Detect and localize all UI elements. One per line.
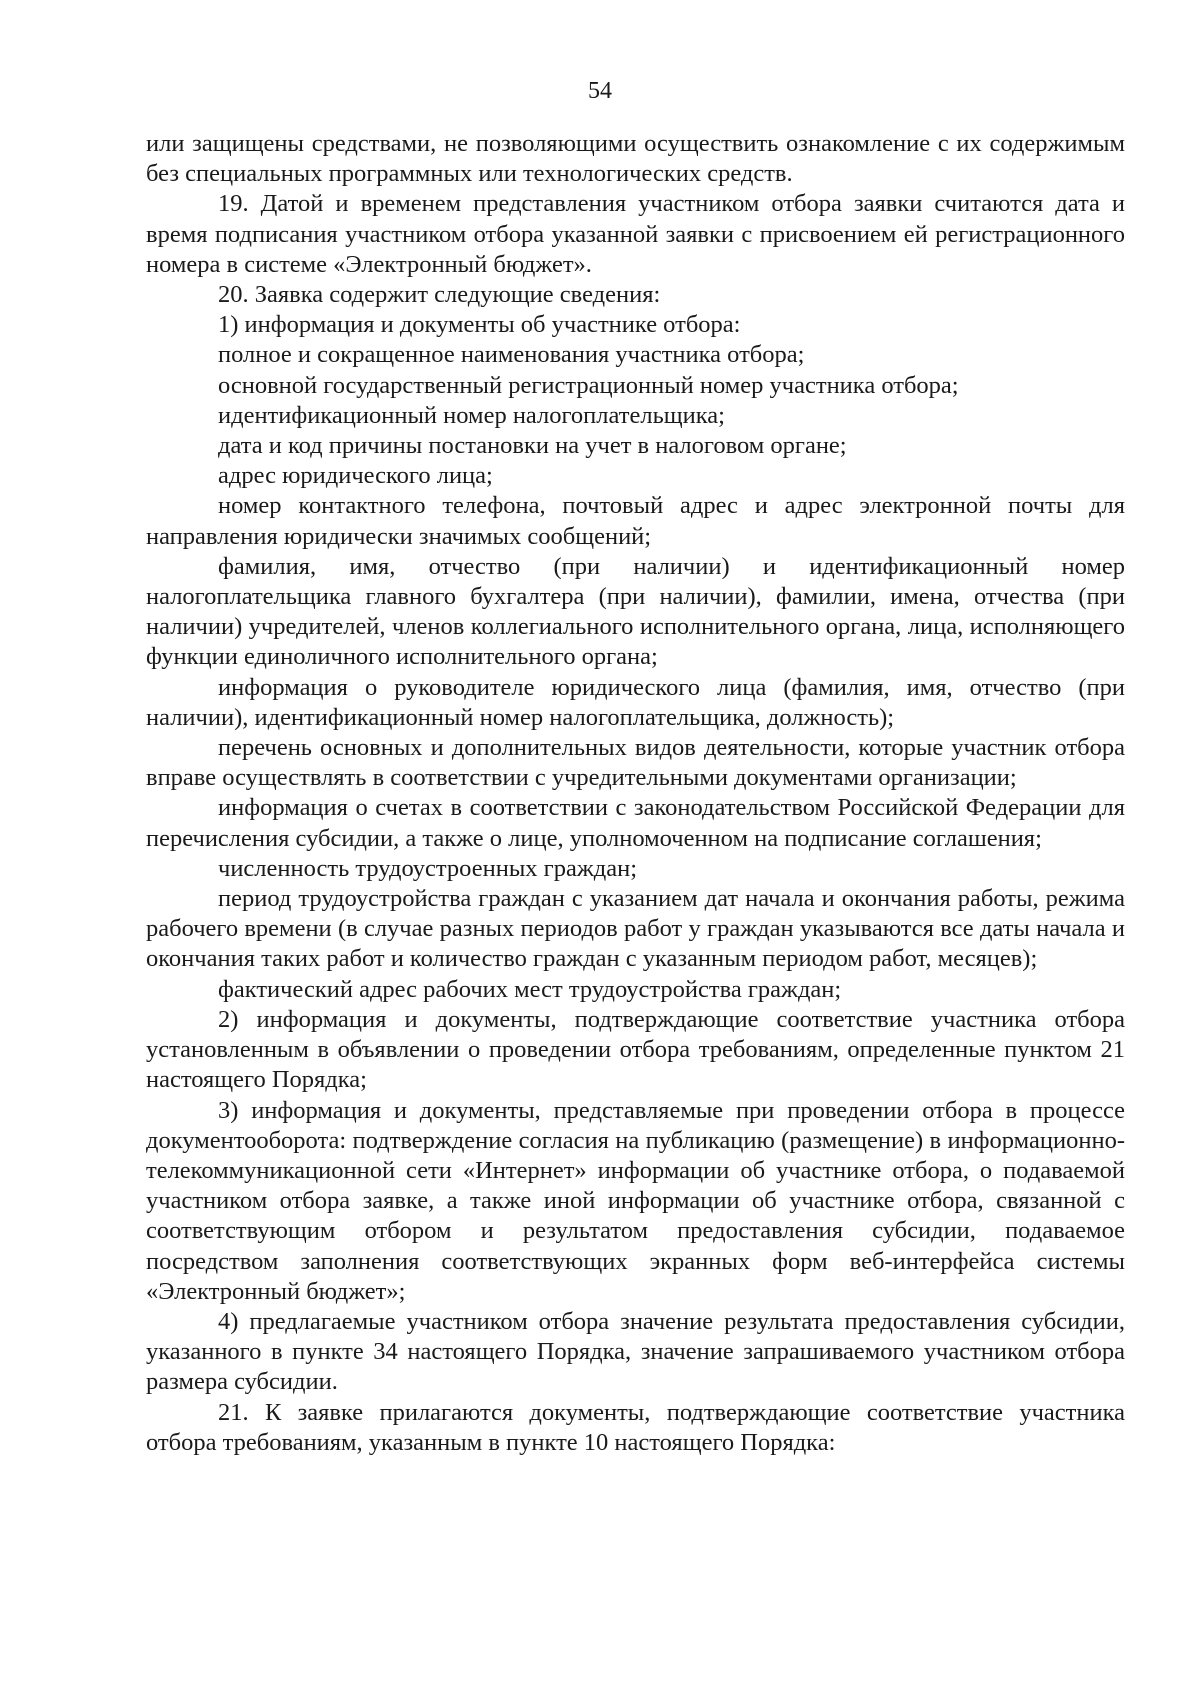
list-item: номер контактного телефона, почтовый адрес и адрес электронной почты для направления юридически значимых сообщений; [146,492,1125,550]
list-item: полное и сокращенное наименования участника отбора; [218,341,805,369]
list-item: период трудоустройства граждан с указанием дат начала и окончания работы, режима рабочего времени (в случае разных периодов работ у граждан указываются все даты начала и окончания таких работ и количество граждан с указанным периодом работ, месяцев); [146,885,1125,973]
list-item: 3) информация и документы, представляемые при проведении отбора в процессе документооборота: подтверждение согласия на публикацию (размещение) в информационно-телекоммуникационной сети «Интернет» информации об участнике отбора, о подаваемой участником отбора заявке, а также иной информации об участнике отбора, связанной с соответствующим отбором и результатом предоставления субсидии, подаваемое посредством заполнения соответствующих экранных форм веб-интерфейса системы «Электронный бюджет»; [146,1096,1125,1305]
paragraph: 20. Заявка содержит следующие сведения: [218,281,661,309]
list-item: информация о счетах в соответствии с законодательством Российской Федерации для перечисления субсидии, а также о лице, уполномоченном на подписание соглашения; [146,794,1125,852]
list-item: идентификационный номер налогоплательщика; [218,401,725,429]
list-item: 1) информация и документы об участнике отбора: [218,311,741,339]
list-item: основной государственный регистрационный номер участника отбора; [218,371,959,399]
paragraph: 21. К заявке прилагаются документы, подтверждающие соответствие участника отбора требованиям, указанным в пункте 10 настоящего Порядка: [146,1398,1125,1456]
list-item: 4) предлагаемые участником отбора значение результата предоставления субсидии, указанного в пункте 34 настоящего Порядка, значение запрашиваемого участником отбора размера субсидии. [146,1307,1125,1396]
list-item: перечень основных и дополнительных видов деятельности, которые участник отбора вправе осуществлять в соответствии с учредительными документами организации; [146,734,1125,792]
page-number: 54 [588,78,612,104]
list-item: дата и код причины постановки на учет в налоговом органе; [218,432,847,460]
document-body [146,129,1125,1458]
paragraph: 19. Датой и временем представления участником отбора заявки считаются дата и время подписания участником отбора указанной заявки с присвоением ей регистрационного номера в системе «Электронный бюджет». [146,190,1125,278]
list-item: адрес юридического лица; [218,462,493,490]
list-item: численность трудоустроенных граждан; [218,854,638,882]
list-item: 2) информация и документы, подтверждающие соответствие участника отбора установленным в объявлении о проведении отбора требованиям, определенные пунктом 21 настоящего Порядка; [146,1005,1125,1094]
list-item: фактический адрес рабочих мест трудоустройства граждан; [218,975,842,1003]
list-item: фамилия, имя, отчество (при наличии) и идентификационный номер налогоплательщика главного бухгалтера (при наличии), фамилии, имена, отчества (при наличии) учредителей, членов коллегиального исполнительного органа, лица, исполняющего функции единоличного исполнительного органа; [146,552,1125,671]
list-item: информация о руководителе юридического лица (фамилия, имя, отчество (при наличии), идентификационный номер налогоплательщика, должность); [146,673,1125,731]
paragraph: или защищены средствами, не позволяющими осуществить ознакомление с их содержимым без специальных программных или технологических средств. [146,130,1125,188]
